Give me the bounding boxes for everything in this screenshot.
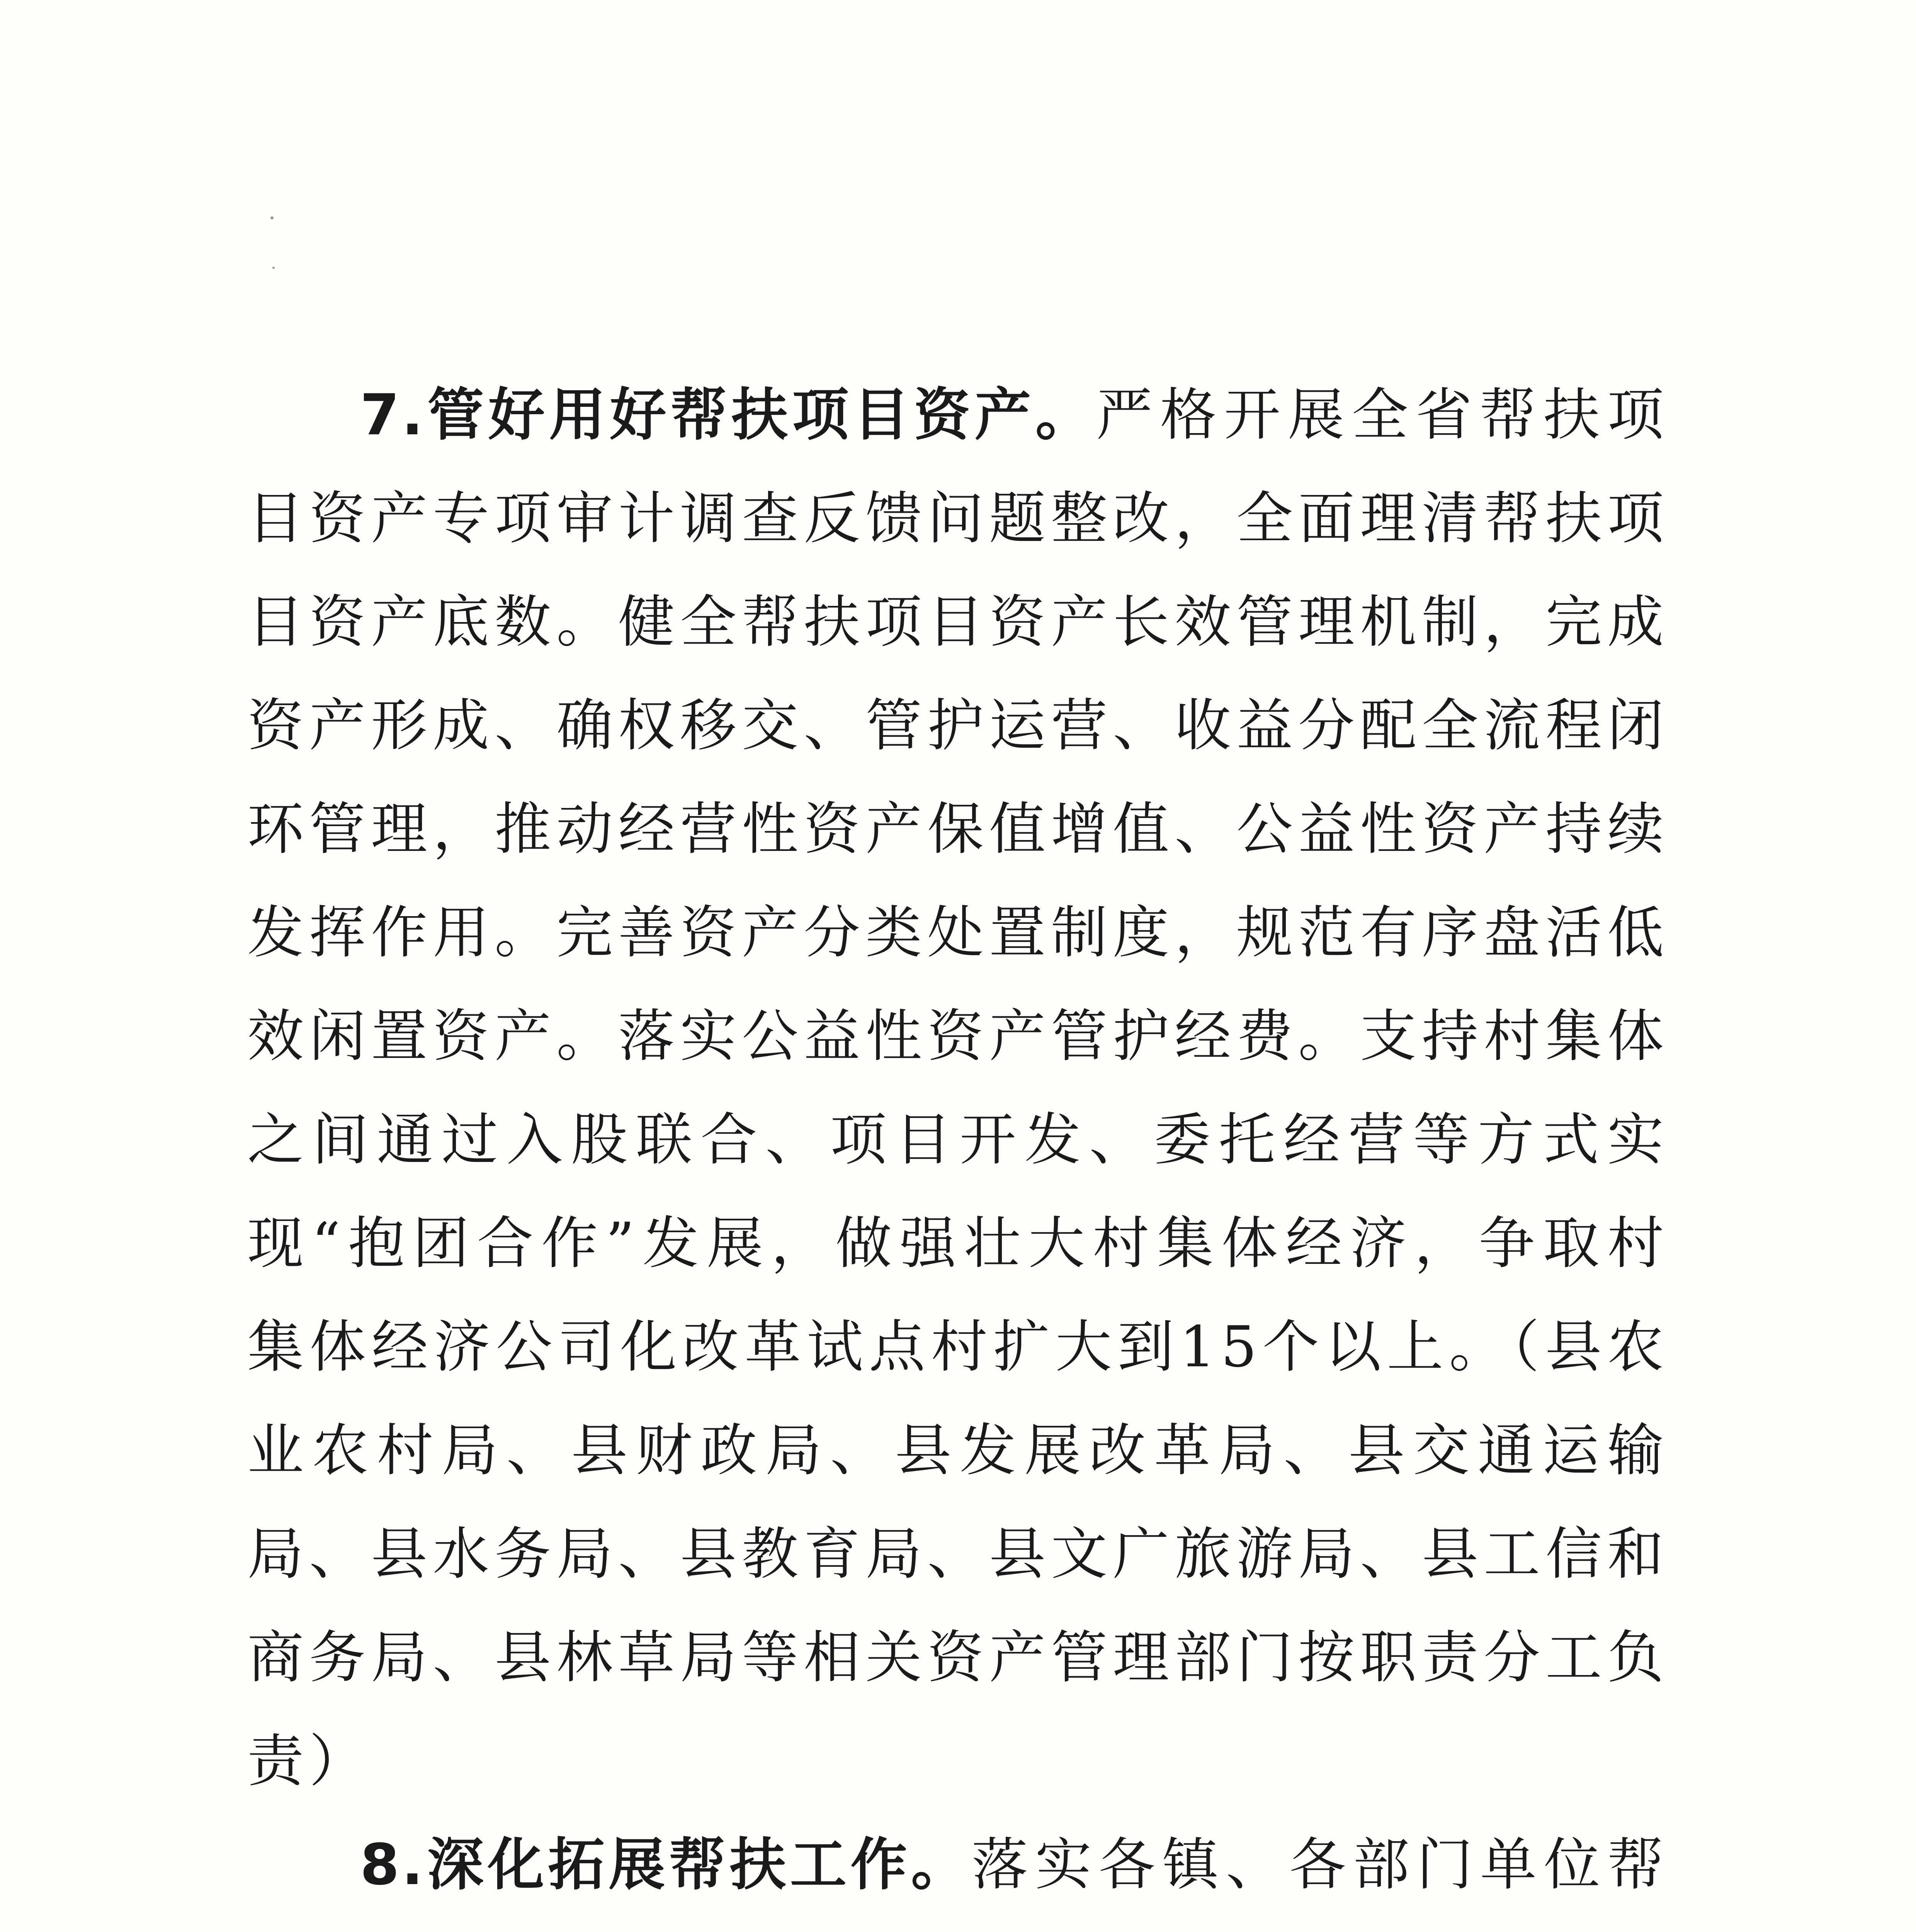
document-body (247, 363, 1669, 1932)
scan-speck (270, 216, 274, 219)
paragraph-8-text: 落实各镇、各部门单位帮 (971, 1832, 1669, 1898)
paragraph-8-heading: 8.深化拓展帮扶工作。 (360, 1832, 972, 1898)
paragraph-7-heading: 7.管好用好帮扶项目资产。 (360, 382, 1097, 448)
scan-speck (272, 267, 275, 269)
paragraph-8 (247, 1813, 1669, 1932)
paragraph-7-text: 严格开展全省帮扶项目资产专项审计调查反馈问题整改，全面理清帮扶项目资产底数。健全帮扶项目资产长效管理机制，完成资产形成、确权移交、管护运营、收益分配全流程闭环管理，推动经营性资产保值增值、公益性资产持续发挥作用。完善资产分类处置制度，规范有序盘活低效闲置资产。落实公益性资产管护经费。支持村集体之间通过入股联合、项目开发、委托经营等方式实现“抱团合作”发展，做强壮大村集体经济，争取村集体经济公司化改革试点村扩大到15个以上。（县农业农村局、县财政局、县发展改革局、县交通运输局、县水务局、县教育局、县文广旅游局、县工信和商务局、县林草局等相关资产管理部门按职责分工负责） (247, 382, 1669, 1794)
paragraph-7 (247, 363, 1669, 1813)
